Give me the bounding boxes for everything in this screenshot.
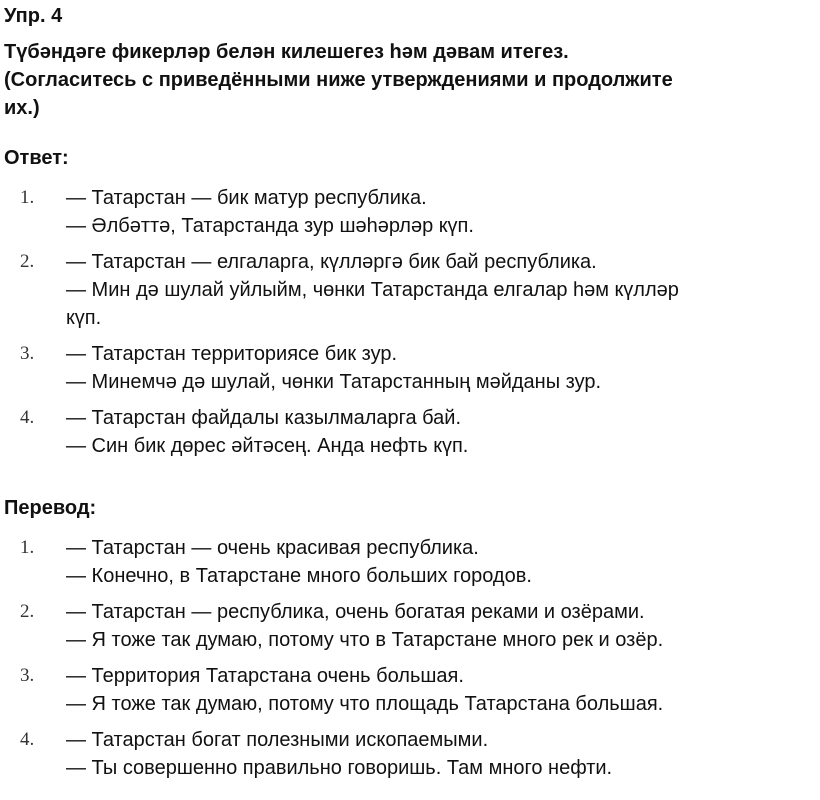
translation-item [0, 534, 820, 590]
item-text [66, 534, 820, 590]
translation-item [0, 598, 820, 654]
item-text [66, 404, 820, 460]
translation-list [0, 534, 820, 782]
item-number: 4. [20, 729, 35, 750]
translation-heading: Перевод: [4, 497, 97, 519]
item-line: — Татарстан — очень красивая республика. [66, 537, 479, 559]
item-line: — Я тоже так думаю, потому что площадь Татарстана большая. [66, 693, 664, 715]
item-number: 2. [20, 601, 35, 622]
item-number: 2. [20, 251, 35, 272]
answer-item [0, 404, 820, 460]
item-line: — Син бик дөрес әйтәсең. Анда нефть күп. [66, 435, 469, 457]
item-text [66, 726, 820, 782]
item-number: 1. [20, 187, 35, 208]
item-line: — Татарстан территориясе бик зур. [66, 343, 398, 365]
item-line: — Татарстан — республика, очень богатая реками и озёрами. [66, 601, 645, 623]
task-line: их.) [4, 97, 40, 119]
item-line: — Әлбәттә, Татарстанда зур шәһәрләр күп. [66, 215, 474, 237]
item-number: 3. [20, 665, 35, 686]
task-statement [4, 38, 816, 122]
item-text [66, 598, 820, 654]
answer-heading: Ответ: [4, 147, 69, 169]
item-line: — Татарстан богат полезными ископаемыми. [66, 729, 489, 751]
item-number: 1. [20, 537, 35, 558]
answer-item [0, 248, 820, 332]
item-text [66, 340, 820, 396]
item-line: — Конечно, в Татарстане много больших городов. [66, 565, 532, 587]
answer-item [0, 340, 820, 396]
item-line: — Я тоже так думаю, потому что в Татарстане много рек и озёр. [66, 629, 664, 651]
item-line: — Татарстан — елгаларга, күлләргә бик бай республика. [66, 251, 597, 273]
item-text [66, 662, 820, 718]
answer-item [0, 184, 820, 240]
item-line: — Татарстан файдалы казылмаларга бай. [66, 407, 462, 429]
translation-item [0, 662, 820, 718]
answer-list [0, 184, 820, 460]
item-line: — Ты совершенно правильно говоришь. Там много нефти. [66, 757, 613, 779]
item-number: 4. [20, 407, 35, 428]
task-line: Түбәндәге фикерләр белән килешегез һәм дәвам итегез. [4, 41, 569, 63]
item-line: — Татарстан — бик матур республика. [66, 187, 427, 209]
item-line: — Мин дә шулай уйлыйм, чөнки Татарстанда елгалар һәм күлләр [66, 279, 679, 301]
translation-item [0, 726, 820, 782]
item-text [66, 184, 820, 240]
item-line: — Минемчә дә шулай, чөнки Татарстанның мәйданы зур. [66, 371, 602, 393]
item-line: — Территория Татарстана очень большая. [66, 665, 464, 687]
item-number: 3. [20, 343, 35, 364]
exercise-title: Упр. 4 [4, 5, 63, 27]
task-line: (Согласитесь с приведёнными ниже утверждениями и продолжите [4, 69, 673, 91]
item-text [66, 248, 820, 332]
item-line: күп. [66, 307, 102, 329]
